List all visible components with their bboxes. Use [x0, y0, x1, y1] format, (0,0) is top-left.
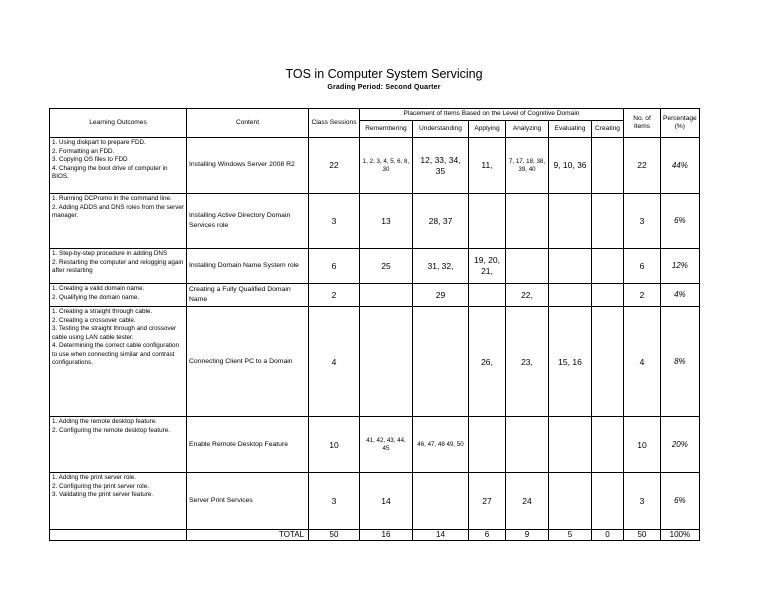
analyzing-cell: 7, 17, 18, 38, 39, 40 [506, 138, 549, 194]
remembering-cell: 14 [360, 473, 413, 530]
content-cell: Enable Remote Desktop Feature [187, 417, 309, 473]
learning-outcome-item: 1. Adding the remote desktop feature. [52, 418, 158, 426]
total-sessions: 50 [309, 530, 360, 541]
evaluating-cell [549, 194, 592, 249]
applying-cell [469, 194, 506, 249]
understanding-cell: 46, 47, 48 49, 50 [413, 417, 469, 473]
learning-outcome-item: 2. Restarting the computer and relogging again after restarting [52, 258, 184, 274]
header-applying: Applying [469, 121, 506, 138]
learning-outcome-item: 3. Testing the straight through and crossover cable using LAN cable tester. [52, 325, 177, 341]
learning-outcome-item: 2. Creating a crossover cable. [52, 316, 136, 324]
remembering-cell [360, 284, 413, 307]
total-analyzing: 9 [506, 530, 549, 541]
class-sessions-cell: 10 [309, 417, 360, 473]
learning-outcome-item: 1. Adding the print server role. [52, 474, 137, 482]
learning-outcomes-cell [50, 194, 187, 249]
class-sessions-cell: 2 [309, 284, 360, 307]
no-of-items-cell: 22 [624, 138, 661, 194]
learning-outcome-item: 2. Formatting an FDD. [52, 147, 115, 155]
learning-outcomes-cell [50, 473, 187, 530]
analyzing-cell: 24 [506, 473, 549, 530]
table-row [50, 194, 700, 249]
evaluating-cell [549, 284, 592, 307]
table-row [50, 473, 700, 530]
learning-outcome-item: 1. Using diskpart to prepare FDD. [52, 139, 146, 146]
total-understanding: 14 [413, 530, 469, 541]
remembering-cell: 25 [360, 249, 413, 284]
learning-outcome-item: 1. Step-by-step procedure in adding DNS [52, 250, 168, 257]
applying-cell: 11, [469, 138, 506, 194]
header-understanding: Understanding [413, 121, 469, 138]
no-of-items-cell: 3 [624, 194, 661, 249]
percentage-cell: 20% [661, 417, 700, 473]
learning-outcome-item: 4. Determining the correct cable configuration to use when connecting similar and contrast configurations. [52, 342, 180, 367]
class-sessions-cell: 6 [309, 249, 360, 284]
percentage-cell: 6% [661, 473, 700, 530]
learning-outcomes-cell [50, 284, 187, 307]
learning-outcomes-cell [50, 307, 187, 417]
creating-cell [592, 473, 624, 530]
creating-cell [592, 138, 624, 194]
table-row [50, 307, 700, 417]
total-remembering: 16 [360, 530, 413, 541]
header-analyzing: Analyzing [506, 121, 549, 138]
analyzing-cell [506, 194, 549, 249]
no-of-items-cell: 3 [624, 473, 661, 530]
content-cell: Installing Domain Name System role [187, 249, 309, 284]
table-row [50, 138, 700, 194]
tos-table [49, 108, 700, 541]
header-no-of-items: No. of Items [624, 109, 661, 138]
content-cell: Installing Active Directory Domain Services role [187, 194, 309, 249]
header-content: Content [187, 109, 309, 138]
header-placement: Placement of Items Based on the Level of Cognitive Domain [360, 109, 624, 121]
document-subtitle: Grading Period: Second Quarter [327, 84, 441, 91]
content-cell: Server Print Services [187, 473, 309, 530]
total-applying: 6 [469, 530, 506, 541]
total-label: TOTAL [187, 530, 309, 541]
percentage-cell: 44% [661, 138, 700, 194]
creating-cell [592, 194, 624, 249]
header-learning-outcomes: Learning Outcomes [50, 109, 187, 138]
total-row [50, 530, 700, 541]
header-class-sessions: Class Sessions [309, 109, 360, 138]
analyzing-cell [506, 249, 549, 284]
header-evaluating: Evaluating [549, 121, 592, 138]
percentage-cell: 8% [661, 307, 700, 417]
remembering-cell: 1, 2, 3, 4, 5, 6, 8, 30 [360, 138, 413, 194]
content-cell: Connecting Client PC to a Domain [187, 307, 309, 417]
learning-outcome-item: 2. Configuring the remote desktop feature. [52, 426, 170, 434]
total-percentage: 100% [661, 530, 700, 541]
no-of-items-cell: 10 [624, 417, 661, 473]
evaluating-cell: 9, 10, 36 [549, 138, 592, 194]
understanding-cell: 29 [413, 284, 469, 307]
creating-cell [592, 249, 624, 284]
learning-outcome-item: 3. Copying OS files to FDD [52, 156, 128, 163]
creating-cell [592, 284, 624, 307]
evaluating-cell [549, 473, 592, 530]
evaluating-cell [549, 417, 592, 473]
percentage-cell: 4% [661, 284, 700, 307]
applying-cell: 26, [469, 307, 506, 417]
learning-outcome-item: 2. Configuring the print server role. [52, 482, 149, 490]
class-sessions-cell: 3 [309, 194, 360, 249]
applying-cell [469, 417, 506, 473]
creating-cell [592, 417, 624, 473]
remembering-cell: 13 [360, 194, 413, 249]
content-cell: Installing Windows Server 2008 R2 [187, 138, 309, 194]
class-sessions-cell: 22 [309, 138, 360, 194]
no-of-items-cell: 2 [624, 284, 661, 307]
evaluating-cell: 15, 16 [549, 307, 592, 417]
understanding-cell: 28, 37 [413, 194, 469, 249]
learning-outcome-item: 1. Running DCPromo in the command line. [52, 195, 172, 202]
analyzing-cell [506, 417, 549, 473]
table-row [50, 284, 700, 307]
no-of-items-cell: 4 [624, 307, 661, 417]
learning-outcomes-cell [50, 417, 187, 473]
learning-outcome-item: 3. Validating the print server feature. [52, 491, 154, 499]
remembering-cell [360, 307, 413, 417]
table-row [50, 249, 700, 284]
header-remembering: Remembering [360, 121, 413, 138]
creating-cell [592, 307, 624, 417]
no-of-items-cell: 6 [624, 249, 661, 284]
header-creating: Creating [592, 121, 624, 138]
applying-cell: 19, 20, 21, [469, 249, 506, 284]
total-evaluating: 5 [549, 530, 592, 541]
class-sessions-cell: 3 [309, 473, 360, 530]
table-row [50, 417, 700, 473]
percentage-cell: 12% [661, 249, 700, 284]
applying-cell: 27 [469, 473, 506, 530]
learning-outcome-item: 2. Qualifying the domain name. [52, 293, 140, 301]
evaluating-cell [549, 249, 592, 284]
understanding-cell: 12, 33, 34, 35 [413, 138, 469, 194]
learning-outcome-item: 1. Creating a valid domain name. [52, 285, 145, 292]
learning-outcomes-cell [50, 249, 187, 284]
learning-outcome-item: 1. Creating a straight through cable. [52, 308, 153, 316]
learning-outcomes-cell [50, 138, 187, 194]
analyzing-cell: 23, [506, 307, 549, 417]
document-title: TOS in Computer System Servicing [285, 67, 483, 81]
learning-outcome-item: 2. Adding ADDS and DNS roles from the server manager. [52, 203, 184, 219]
understanding-cell [413, 307, 469, 417]
header-percentage: Percentage (%) [661, 109, 700, 138]
applying-cell [469, 284, 506, 307]
percentage-cell: 6% [661, 194, 700, 249]
content-cell: Creating a Fully Qualified Domain Name [187, 284, 309, 307]
class-sessions-cell: 4 [309, 307, 360, 417]
understanding-cell: 31, 32, [413, 249, 469, 284]
understanding-cell [413, 473, 469, 530]
remembering-cell: 41, 42, 43, 44, 45 [360, 417, 413, 473]
total-items: 50 [624, 530, 661, 541]
total-creating: 0 [592, 530, 624, 541]
analyzing-cell: 22, [506, 284, 549, 307]
learning-outcome-item: 4. Changing the boot drive of computer in BIOS. [52, 164, 168, 180]
